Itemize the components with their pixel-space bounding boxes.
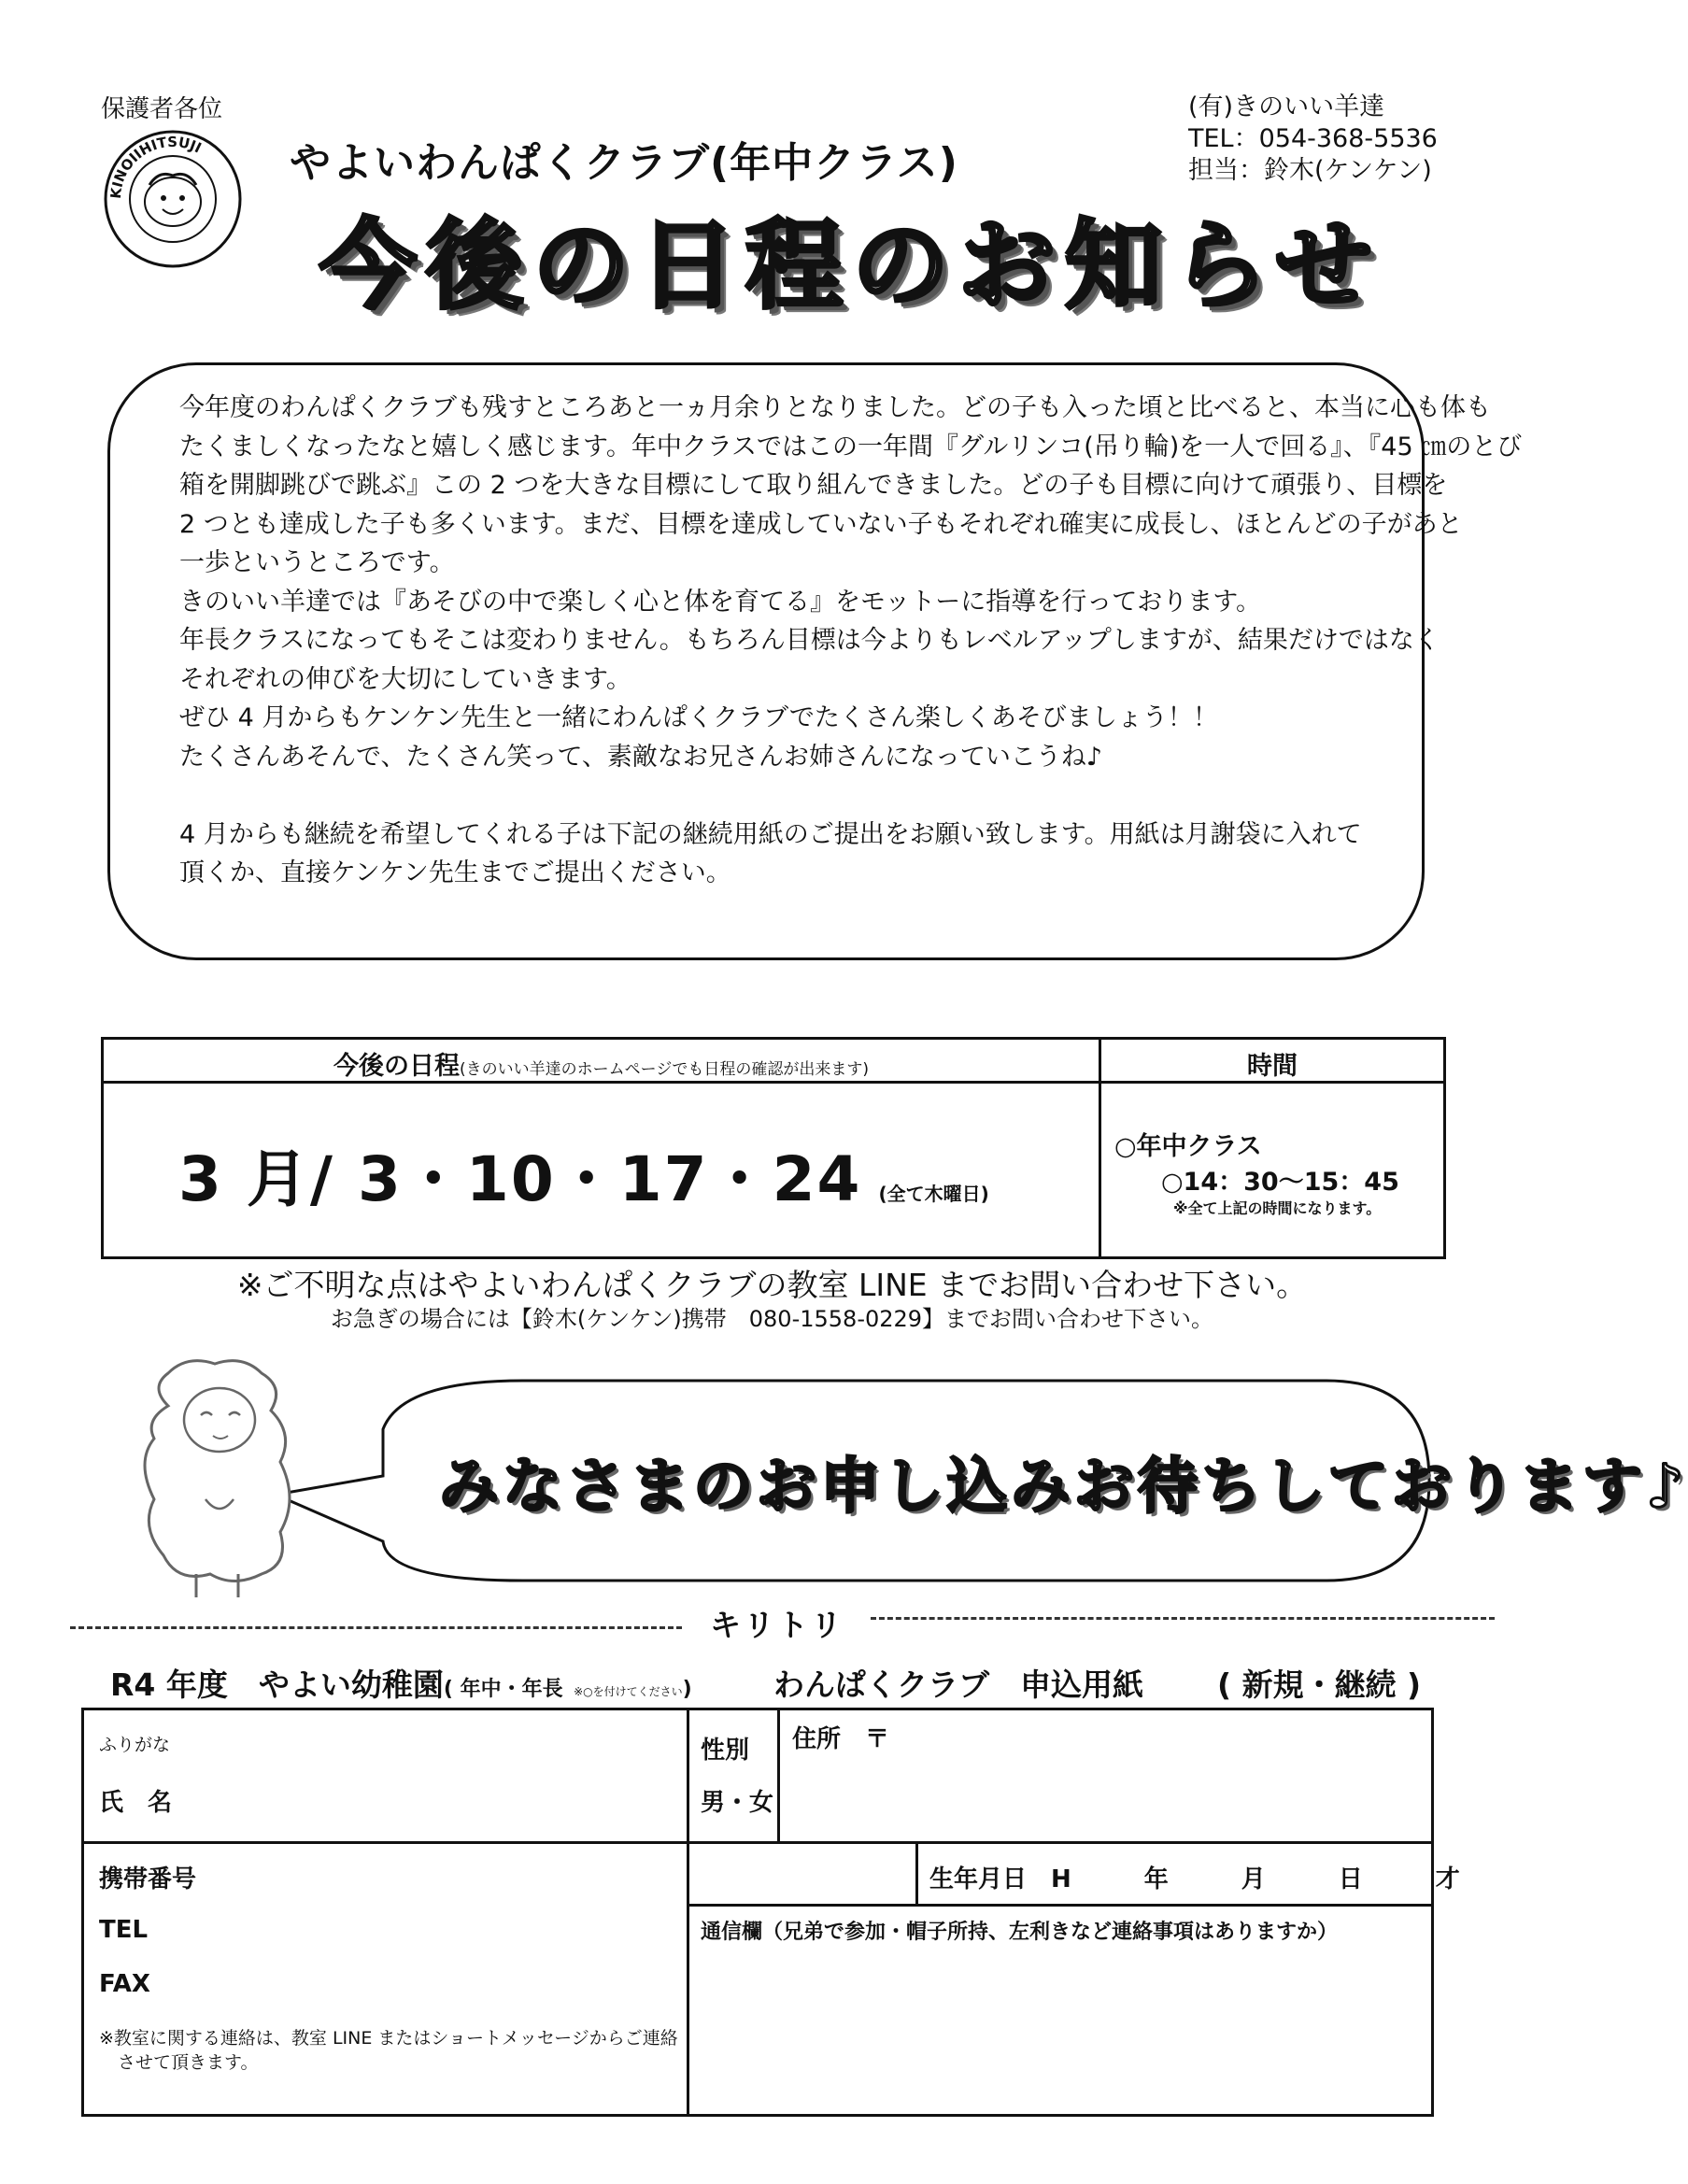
name-label: 氏 名 <box>99 1789 173 1817</box>
fax-label: FAX <box>99 1970 150 1998</box>
company-tel: TEL：054-368-5536 <box>1188 124 1438 153</box>
message-line: 今年度のわんぱくクラブも残すところあと一ヵ月余りとなりました。どの子も入った頃と比べると、本当に心も体も <box>179 393 1491 422</box>
gender-options[interactable]: 男・女 <box>701 1789 774 1817</box>
company-info <box>1188 92 1438 187</box>
message-line: 4 月からも継続を希望してくれる子は下記の継続用紙のご提出をお願い致します。用紙は月謝袋に入れて <box>179 819 1362 849</box>
message-line: きのいい羊達では『あそびの中で楽しく心と体を育てる』をモットーに指導を行っております。 <box>179 587 1262 617</box>
message-text <box>179 389 1523 893</box>
schedule-table <box>101 1037 1446 1259</box>
application-form <box>81 1708 1460 2117</box>
form-grade-close: ) <box>682 1678 692 1701</box>
addressee: 保護者各位 <box>101 95 223 123</box>
birthday-label: 生年月日 H 年 月 日 才 <box>929 1865 1460 1893</box>
schedule-header-note: (きのいい羊達のホームページでも日程の確認が出来ます) <box>460 1060 869 1079</box>
mobile-label: 携帯番号 <box>99 1865 197 1893</box>
form-name: わんぱくクラブ 申込用紙 <box>773 1666 1143 1703</box>
remarks-label: 通信欄（兄弟で参加・帽子所持、左利きなど連絡事項はありますか） <box>701 1921 1339 1944</box>
form-year: R4 年度 やよい幼稚園 <box>110 1666 444 1703</box>
form-grade: ( 年中・年長 <box>443 1678 563 1701</box>
tel-label: TEL <box>99 1916 149 1944</box>
message-line: それぞれの伸びを大切にしていきます。 <box>179 664 631 694</box>
sheep-illustration <box>131 1350 318 1602</box>
company-name: (有)きのいい羊達 <box>1188 92 1385 121</box>
message-line: たくさんあそんで、たくさん笑って、素敵なお兄さんお姉さんになっていこうね♪ <box>179 742 1103 772</box>
class-name: ○年中クラス <box>1114 1132 1262 1161</box>
message-line: 頂くか、直接ケンケン先生までご提出ください。 <box>179 858 731 887</box>
message-line: 年長クラスになってもそこは変わりません。もちろん目標は今よりもレベルアップしますが、結果だけではなく <box>179 626 1440 655</box>
inquiry-line: ※ご不明な点はやよいわんぱくクラブの教室 LINE までお問い合わせ下さい。 <box>236 1267 1308 1303</box>
form-grade-note: ※○を付けてください <box>574 1685 683 1698</box>
schedule-dates <box>178 1129 989 1218</box>
dates-value: 3 月/ 3・10・17・24 <box>178 1143 862 1215</box>
schedule-header-label: 今後の日程 <box>333 1052 461 1081</box>
form-type[interactable]: ( 新規・継続 ) <box>1217 1666 1422 1703</box>
furigana-label: ふりがな <box>99 1735 171 1755</box>
message-line: 2 つとも達成した子も多くいます。まだ、目標を達成していない子もそれぞれ確実に成長し、ほとんどの子があと <box>179 509 1463 539</box>
message-line: 箱を開脚跳びで跳ぶ』この 2 つを大きな目標にして取り組んできました。どの子も目標に向けて頑張り、目標を <box>179 471 1448 500</box>
dates-note: (全て木曜日) <box>878 1183 989 1205</box>
contact-note: ※教室に関する連絡は、教室 LINE またはショートメッセージからご連絡 <box>99 2028 678 2049</box>
class-time: ○14：30～15：45 <box>1161 1168 1399 1197</box>
time-header: 時間 <box>1247 1052 1298 1081</box>
message-line: 一歩というところです。 <box>179 548 455 577</box>
time-note: ※全て上記の時間になります。 <box>1173 1199 1382 1217</box>
form-title <box>110 1661 1474 1705</box>
cut-label: キリトリ <box>710 1607 844 1643</box>
schedule-header <box>104 1045 1099 1082</box>
urgent-contact-line: お急ぎの場合には【鈴木(ケンケン)携帯 080-1558-0229】までお問い合わせ下さい。 <box>330 1306 1214 1332</box>
subtitle: やよいわんぱくクラブ(年中クラス) <box>290 139 958 187</box>
message-line: たくましくなったなと嬉しく感じます。年中クラスではこの一年間『グルリンコ(吊り輪)を一人で回る』、『45 ㎝のとび <box>179 432 1523 461</box>
gender-label: 性別 <box>701 1737 750 1765</box>
address-label: 住所 〒 <box>792 1725 890 1753</box>
bubble-text: みなさまのお申し込みお待ちしております♪ <box>439 1453 1688 1522</box>
contact-note-cont: させて頂きます。 <box>118 2052 259 2073</box>
cut-line-left <box>70 1626 682 1629</box>
logo-text: KINOIIHITSUJI <box>106 133 205 200</box>
page-title: 今後の日程のお知らせ <box>319 208 1382 322</box>
company-logo <box>103 129 243 269</box>
message-line: ぜひ 4 月からもケンケン先生と一緒にわんぱくクラブでたくさん楽しくあそびましょう！！ <box>179 703 1218 732</box>
cut-line-right <box>871 1617 1495 1620</box>
company-contact: 担当：鈴木(ケンケン) <box>1188 156 1432 185</box>
